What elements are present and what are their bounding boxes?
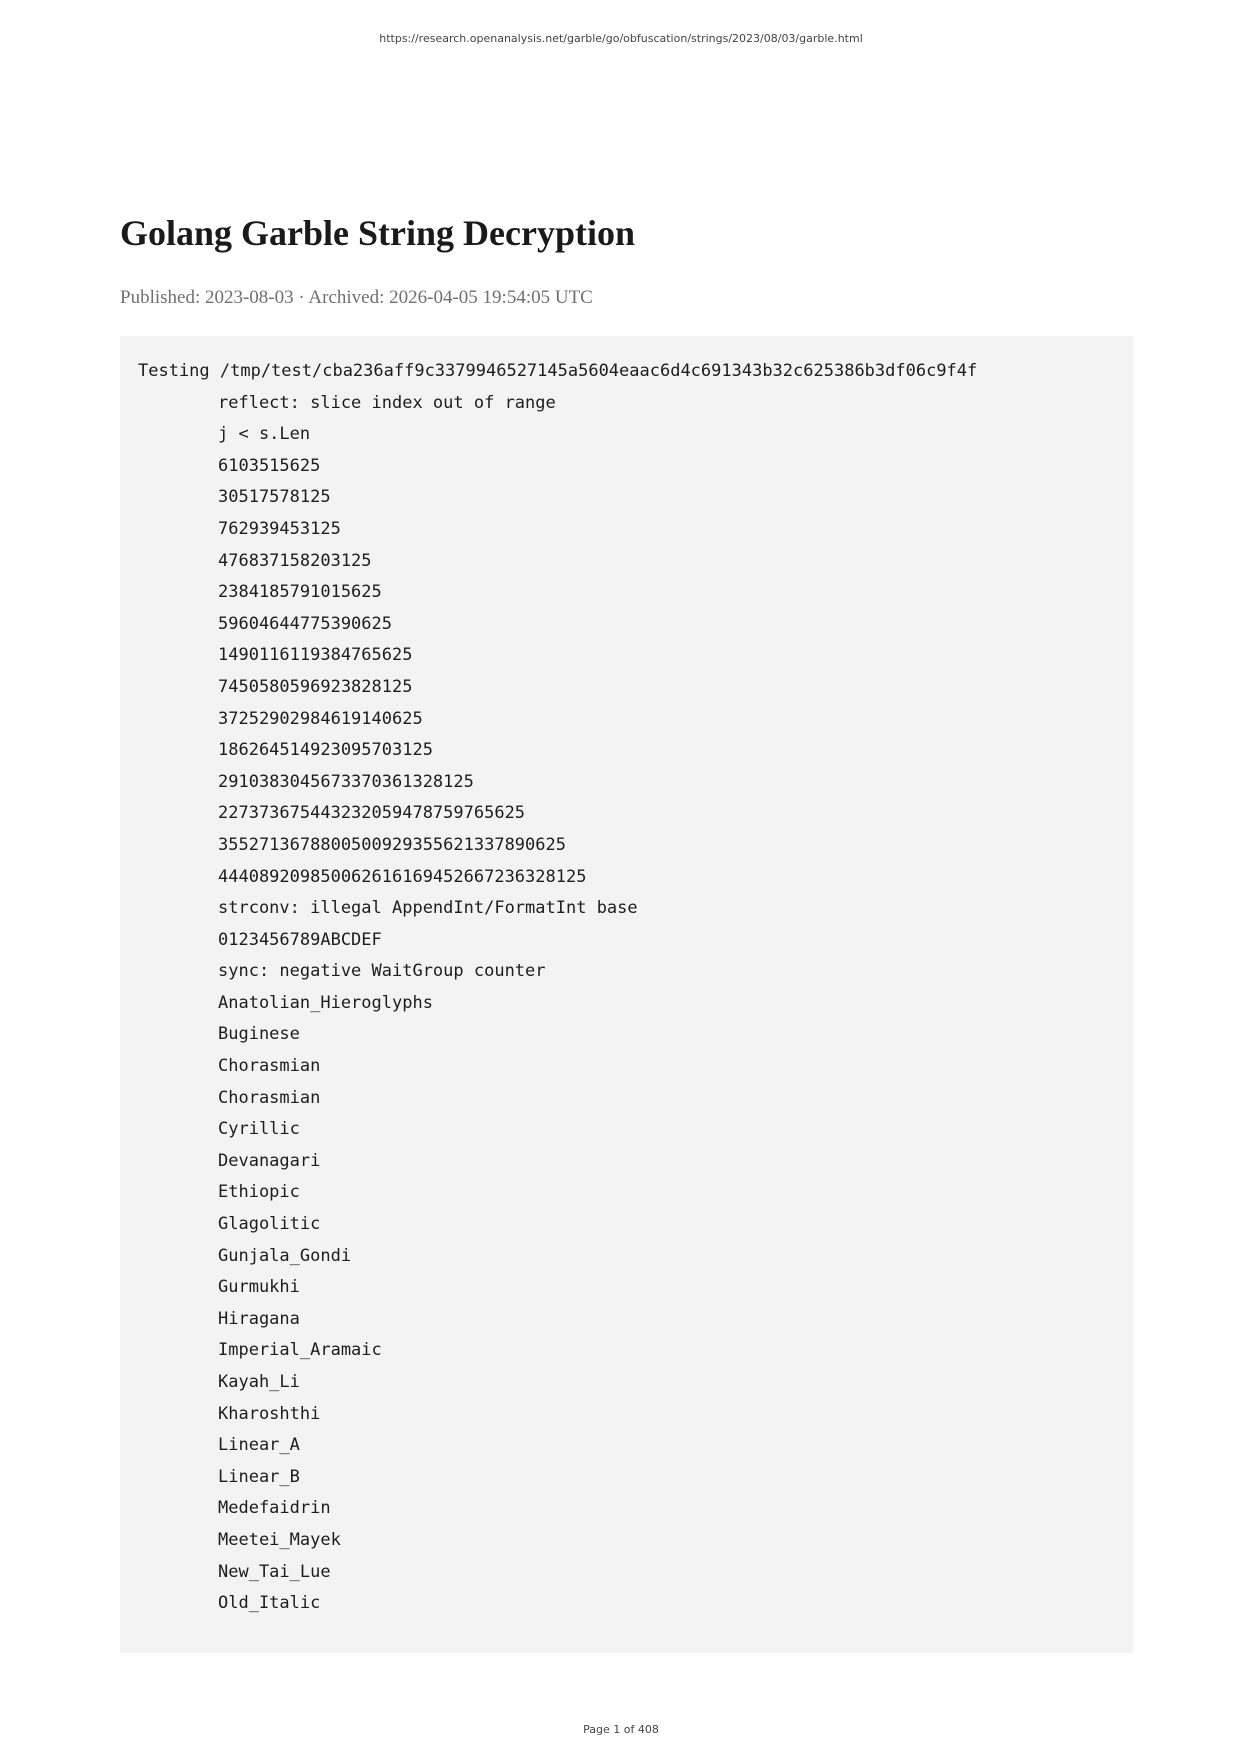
code-line: Cyrillic	[218, 1119, 300, 1140]
page-url: https://research.openanalysis.net/garble/go/obfuscation/strings/2023/08/03/garble.html	[379, 32, 863, 45]
code-line: sync: negative WaitGroup counter	[218, 961, 546, 982]
code-line: j < s.Len	[218, 424, 311, 445]
code-line: Linear_A	[218, 1435, 300, 1456]
code-line: Hiragana	[218, 1308, 300, 1329]
code-line: 476837158203125	[218, 550, 372, 571]
code-line: 30517578125	[218, 487, 331, 508]
code-block	[120, 336, 1133, 1653]
code-line: 6103515625	[218, 455, 321, 476]
code-line: 7450580596923828125	[218, 676, 413, 697]
code-line: Devanagari	[218, 1150, 321, 1171]
code-lines	[138, 388, 1133, 1620]
page-title: Golang Garble String Decryption	[120, 213, 635, 253]
code-line: Meetei_Mayek	[218, 1529, 341, 1550]
code-line: 186264514923095703125	[218, 740, 433, 761]
code-line: Anatolian_Hieroglyphs	[218, 992, 433, 1013]
code-line: 3552713678800500929355621337890625	[218, 834, 566, 855]
code-line: Glagolitic	[218, 1214, 321, 1235]
code-line: 2384185791015625	[218, 582, 382, 603]
code-line: Gunjala_Gondi	[218, 1245, 352, 1266]
code-line: 37252902984619140625	[218, 708, 423, 729]
code-line: Old_Italic	[218, 1593, 321, 1614]
code-line: Ethiopic	[218, 1182, 300, 1203]
code-line: Kharoshthi	[218, 1403, 321, 1424]
code-line: reflect: slice index out of range	[218, 392, 556, 413]
code-line-testing: Testing /tmp/test/cba236aff9c3379946527145a5604eaac6d4c691343b32c625386b3df06c9f4f	[138, 361, 978, 381]
code-line: Chorasmian	[218, 1056, 321, 1077]
code-line: 762939453125	[218, 518, 341, 539]
code-line: 227373675443232059478759765625	[218, 803, 526, 824]
code-line: Medefaidrin	[218, 1498, 331, 1519]
code-line: 2910383045673370361328125	[218, 771, 474, 792]
code-line: New_Tai_Lue	[218, 1561, 331, 1582]
page-number: Page 1 of 408	[583, 1723, 659, 1736]
code-line: Linear_B	[218, 1466, 300, 1487]
code-line: Kayah_Li	[218, 1372, 300, 1392]
publish-meta: Published: 2023-08-03 · Archived: 2026-04-05 19:54:05 UTC	[120, 287, 593, 308]
code-line: Imperial_Aramaic	[218, 1340, 382, 1361]
code-line: Buginese	[218, 1024, 300, 1045]
code-line: 59604644775390625	[218, 613, 392, 634]
code-line: Chorasmian	[218, 1087, 321, 1108]
code-line: Gurmukhi	[218, 1277, 300, 1298]
code-line: 0123456789ABCDEF	[218, 929, 382, 950]
code-line: strconv: illegal AppendInt/FormatInt base	[218, 898, 638, 919]
code-line: 444089209850062616169452667236328125	[218, 866, 587, 887]
code-line: 1490116119384765625	[218, 645, 413, 666]
